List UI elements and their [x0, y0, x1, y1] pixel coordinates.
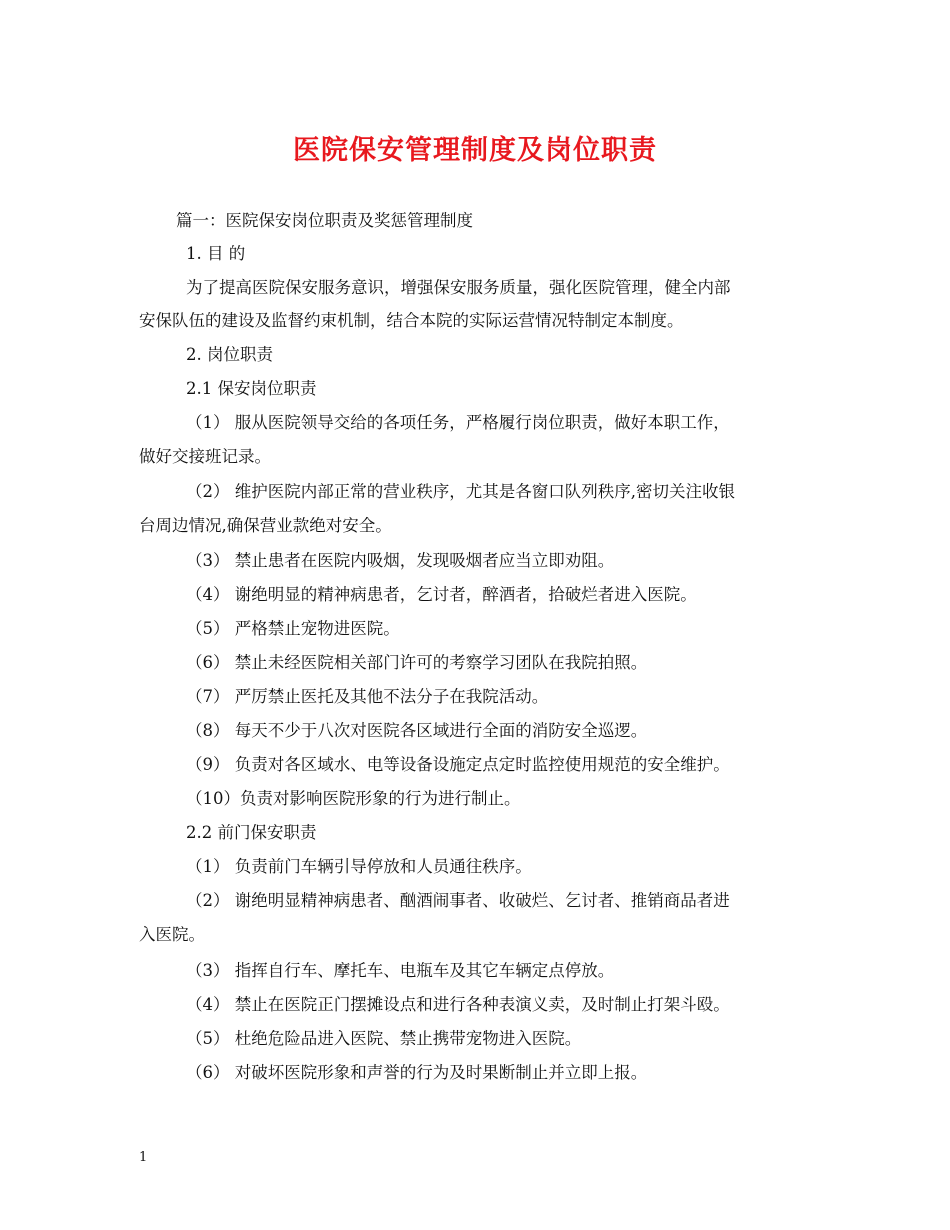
- section-heading: 篇一：医院保安岗位职责及奖惩管理制度: [176, 211, 473, 230]
- list-item: （10）负责对影响医院形象的行为进行制止。: [186, 789, 521, 808]
- list-item: （4） 禁止在医院正门摆摊设点和进行各种表演义卖，及时制止打架斗殴。: [186, 995, 730, 1014]
- list-item: （1） 服从医院领导交给的各项任务，严格履行岗位职责，做好本职工作，: [186, 413, 730, 432]
- list-item: （2） 维护医院内部正常的营业秩序，尤其是各窗口队列秩序,密切关注收银: [186, 482, 735, 501]
- paragraph-line: 安保队伍的建设及监督约束机制，结合本院的实际运营情况特制定本制度。: [139, 311, 684, 330]
- list-item: （3） 禁止患者在医院内吸烟，发现吸烟者应当立即劝阻。: [186, 551, 615, 570]
- subheading: 2.2 前门保安职责: [186, 823, 317, 842]
- heading-duties: 2. 岗位职责: [186, 345, 273, 364]
- list-item: （5） 严格禁止宠物进医院。: [186, 619, 400, 638]
- list-item: （7） 严厉禁止医托及其他不法分子在我院活动。: [186, 687, 549, 706]
- list-item: （3） 指挥自行车、摩托车、电瓶车及其它车辆定点停放。: [186, 961, 615, 980]
- paragraph-line: 为了提高医院保安服务意识，增强保安服务质量，强化医院管理，健全内部: [186, 278, 731, 297]
- list-item: （6） 禁止未经医院相关部门许可的考察学习团队在我院拍照。: [186, 653, 648, 672]
- list-item-continuation: 入医院。: [139, 925, 205, 944]
- list-item: （5） 杜绝危险品进入医院、禁止携带宠物进入医院。: [186, 1029, 582, 1048]
- list-item-continuation: 做好交接班记录。: [139, 447, 271, 466]
- list-item: （6） 对破坏医院形象和声誉的行为及时果断制止并立即上报。: [186, 1063, 648, 1082]
- list-item: （1） 负责前门车辆引导停放和人员通往秩序。: [186, 857, 532, 876]
- list-item: （2） 谢绝明显精神病患者、酗酒闹事者、收破烂、乞讨者、推销商品者进: [186, 891, 730, 910]
- list-item: （9） 负责对各区域水、电等设备设施定点定时监控使用规范的安全维护。: [186, 755, 730, 774]
- heading-purpose: 1. 目 的: [186, 244, 246, 263]
- document-title: 医院保安管理制度及岗位职责: [293, 135, 657, 166]
- list-item: （8） 每天不少于八次对医院各区域进行全面的消防安全巡逻。: [186, 721, 648, 740]
- subheading: 2.1 保安岗位职责: [186, 379, 317, 398]
- page-number: 1: [139, 1150, 148, 1165]
- list-item-continuation: 台周边情况,确保营业款绝对安全。: [139, 516, 392, 535]
- list-item: （4） 谢绝明显的精神病患者，乞讨者，醉酒者，拾破烂者进入医院。: [186, 585, 697, 604]
